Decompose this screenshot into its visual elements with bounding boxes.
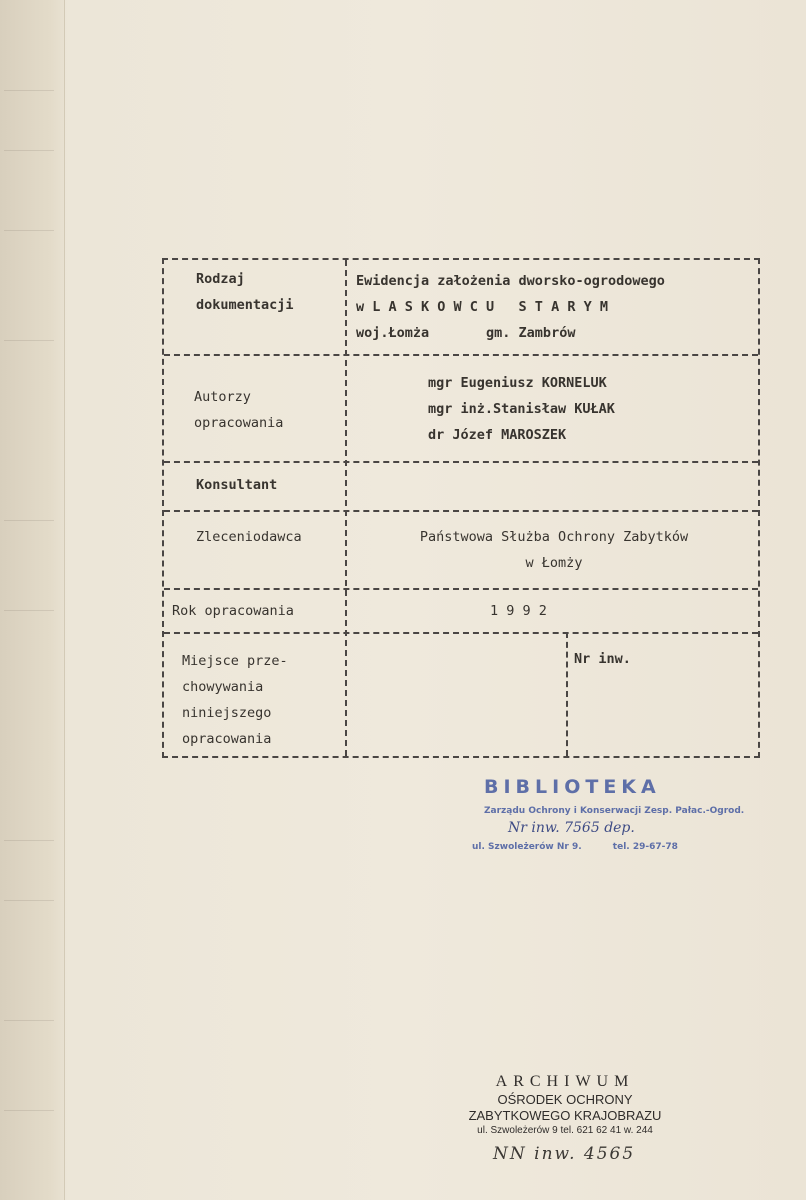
label-line: Rodzaj (196, 271, 245, 287)
stamp-inventory-number: Nr inw. 7565 dep. (508, 820, 635, 836)
value-line: w Łomży (525, 555, 583, 571)
label-storage-location (182, 648, 288, 752)
row-divider (164, 354, 758, 356)
row-divider (164, 461, 758, 463)
value-line: Ewidencja założenia dworsko-ogrodowego (356, 273, 665, 289)
row-divider (164, 510, 758, 512)
label-authors (194, 384, 283, 436)
column-divider (345, 260, 347, 756)
library-stamp (470, 776, 745, 862)
label-line: Zleceniodawca (196, 529, 302, 545)
inventory-divider (566, 632, 568, 756)
label-line: Miejsce prze- (182, 653, 288, 669)
author-name: dr Józef MAROSZEK (428, 427, 567, 443)
stamp-phone: tel. 29-67-78 (612, 842, 678, 852)
value-line: Państwowa Służba Ochrony Zabytków (419, 529, 689, 545)
value-authors (428, 370, 615, 448)
value-documentation-type (356, 268, 665, 346)
label-year (172, 598, 294, 624)
label-consultant (196, 472, 277, 498)
archive-stamp (455, 1072, 675, 1164)
label-line: chowywania (182, 679, 264, 695)
stamp-address: ul. Szwoleżerów Nr 9. (472, 842, 582, 852)
stamp-title: BIBLIOTEKA (484, 776, 661, 798)
archive-title: ARCHIWUM (495, 1073, 635, 1090)
value-year (490, 598, 547, 624)
value-line: w L A S K O W C U S T A R Y M (356, 299, 608, 315)
label-documentation-type (196, 266, 294, 318)
label-commissioner (196, 524, 302, 550)
row-divider (164, 588, 758, 590)
row-divider (164, 632, 758, 634)
archive-address: ul. Szwoleżerów 9 tel. 621 62 41 w. 244 (477, 1125, 653, 1136)
stamp-contact (472, 842, 678, 852)
label-line: opracowania (194, 415, 284, 431)
author-name: mgr inż.Stanisław KUŁAK (428, 401, 615, 417)
archive-line: OŚRODEK OCHRONY (497, 1092, 633, 1107)
archive-line: ZABYTKOWEGO KRAJOBRAZU (468, 1108, 662, 1123)
underlying-page-edge (0, 0, 65, 1200)
year-value: 1 9 9 2 (490, 603, 547, 619)
label-line: niniejszego (182, 705, 272, 721)
author-name: mgr Eugeniusz KORNELUK (428, 375, 607, 391)
documentation-form-table (162, 258, 760, 758)
label-line: Rok opracowania (172, 603, 294, 619)
value-line: woj.Łomża gm. Zambrów (356, 325, 576, 341)
stamp-institution: Zarządu Ochrony i Konserwacji Zesp. Pałac.-Ogrod. (484, 806, 745, 816)
inventory-number-label: Nr inw. (574, 651, 631, 667)
label-line: dokumentacji (196, 297, 294, 313)
label-inventory-number (574, 646, 631, 672)
label-line: Konsultant (196, 477, 278, 493)
value-commissioner (354, 524, 754, 576)
label-line: Autorzy (194, 389, 251, 405)
label-line: opracowania (182, 731, 272, 747)
handwritten-inventory-number: NN inw. 4565 (493, 1144, 636, 1164)
